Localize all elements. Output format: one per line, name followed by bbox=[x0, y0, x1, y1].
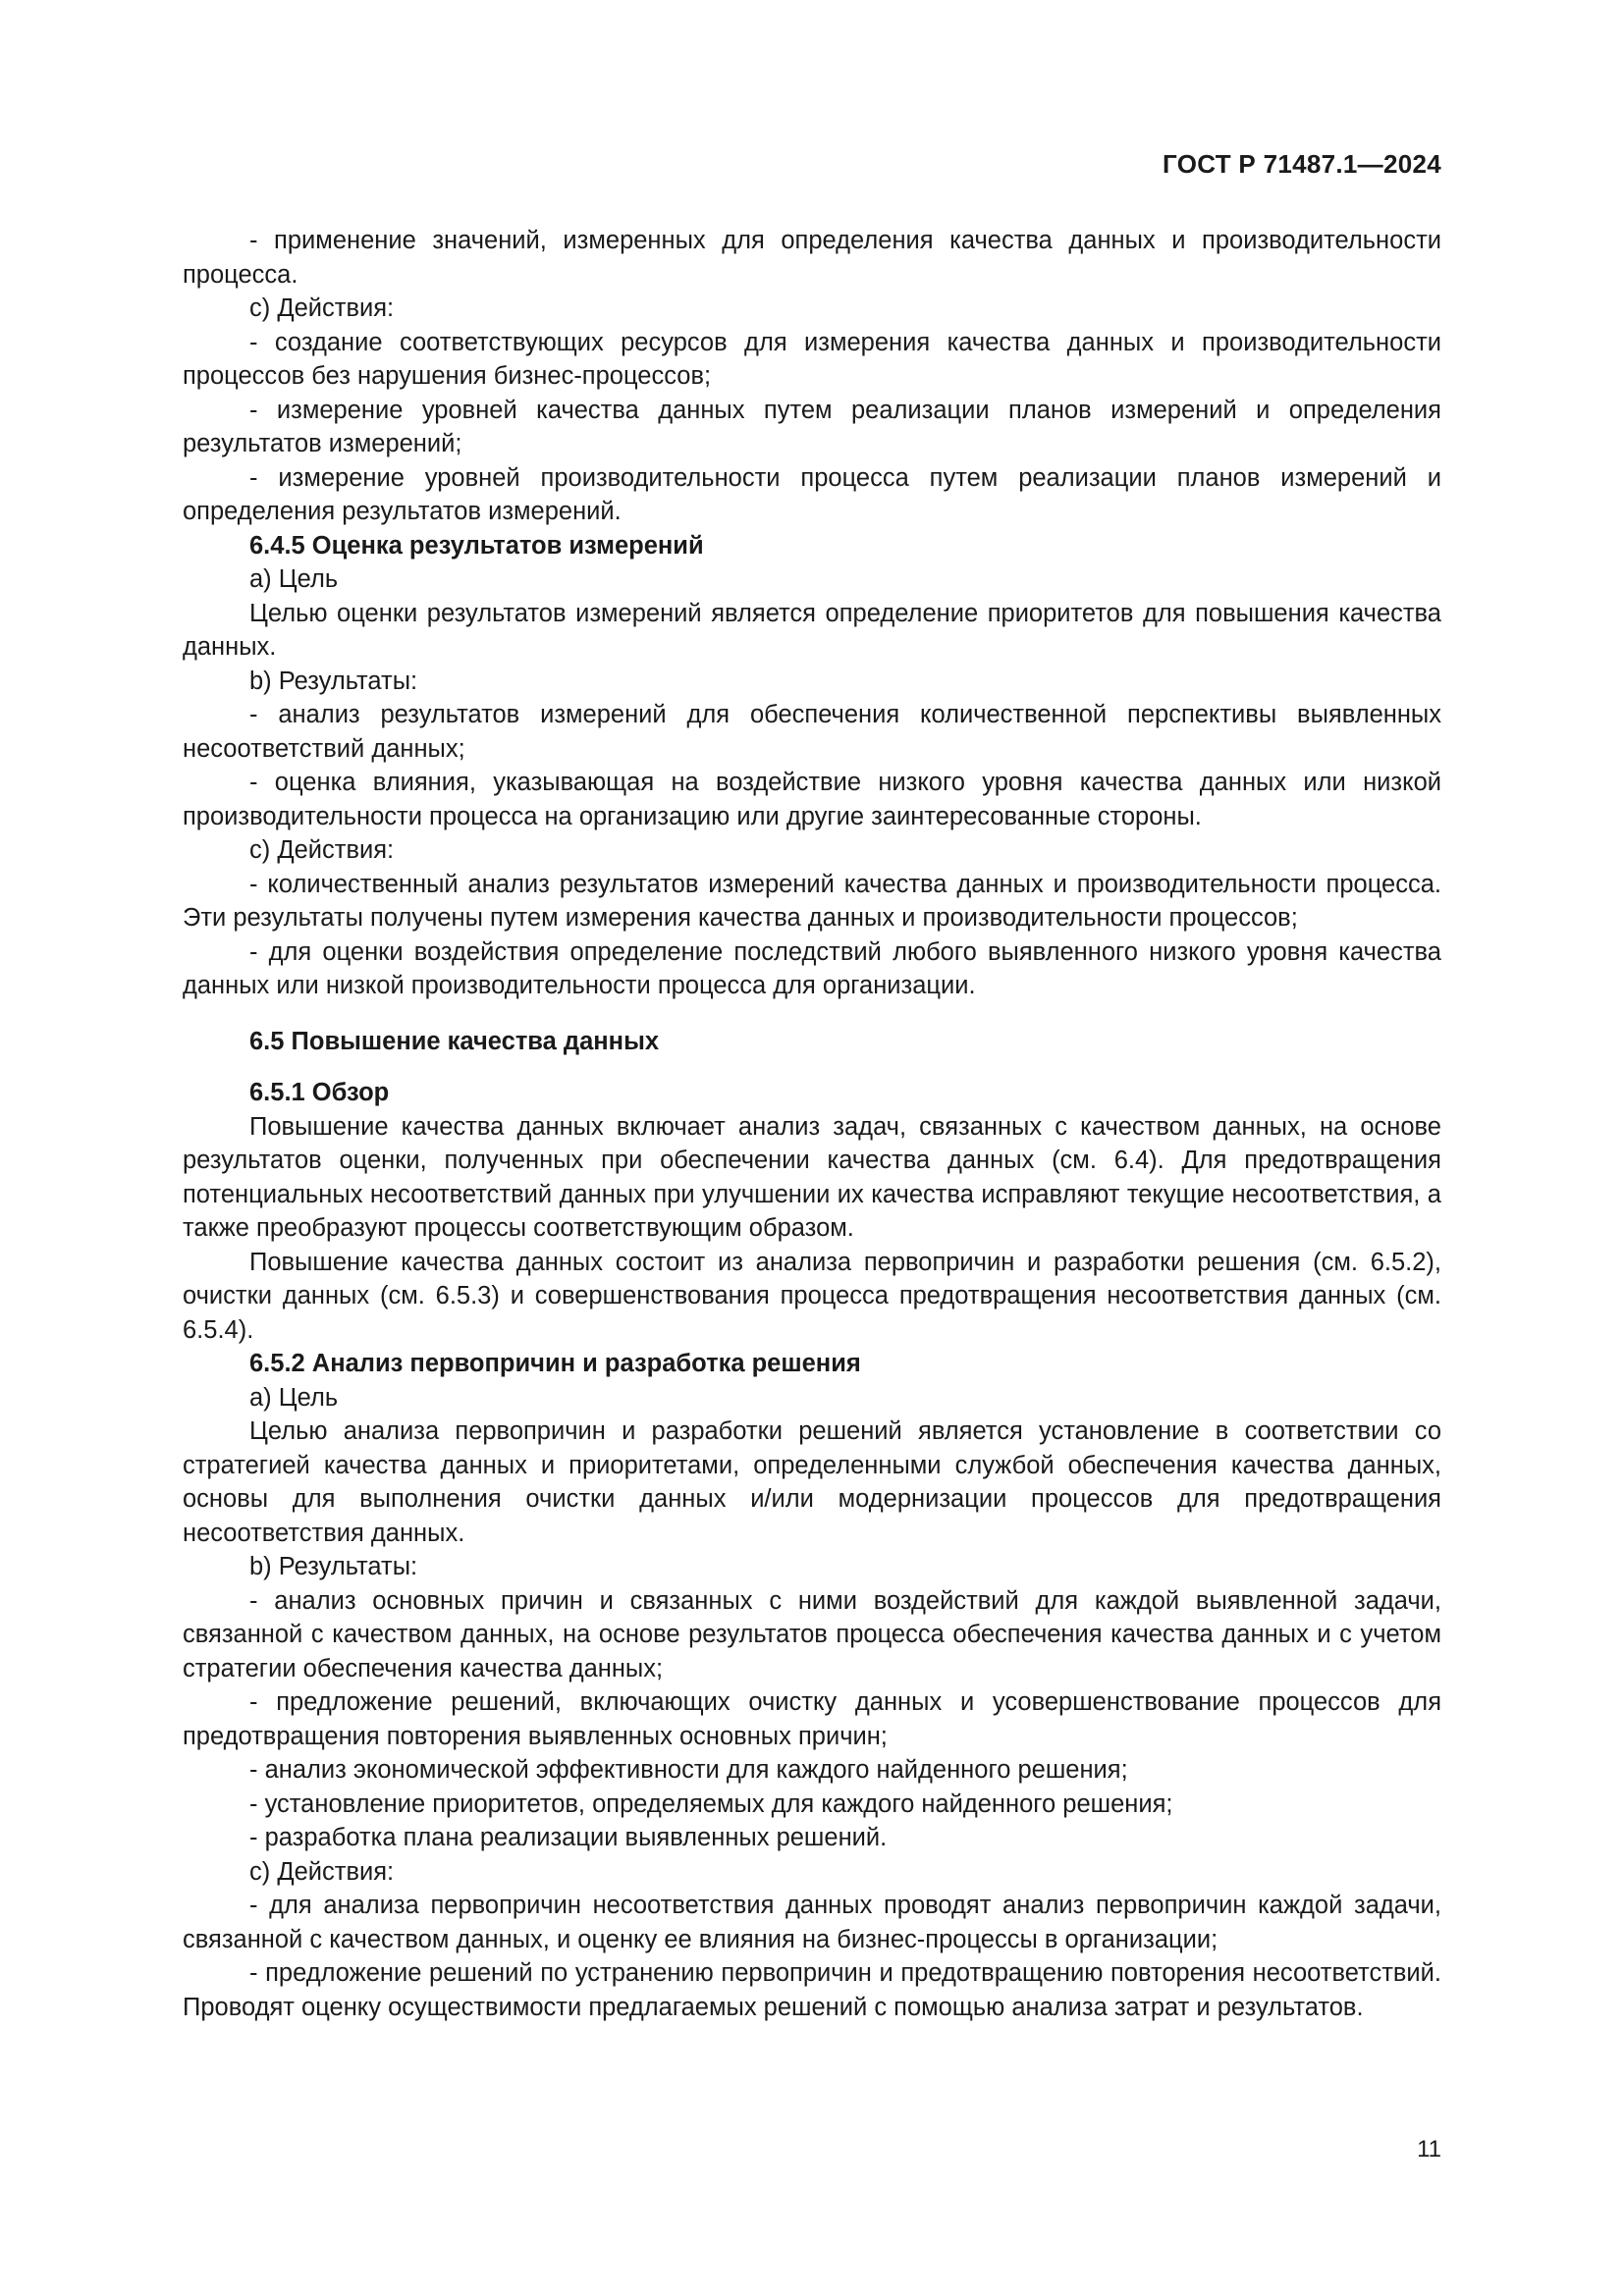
paragraph: Повышение качества данных включает анализ задач, связанных с качеством данных, на основе результатов оценки, полученных при обеспечении качества данных (см. 6.4). Для предотвращения потенциальных несоответствий данных при улучшении их качества исправляют текущие несоответствия, а также преобразуют процессы соответствующим образом. bbox=[183, 1112, 1441, 1242]
standard-header: ГОСТ Р 71487.1—2024 bbox=[1163, 149, 1441, 179]
paragraph: - разработка плана реализации выявленных решений. bbox=[249, 1824, 888, 1851]
paragraph: - предложение решений, включающих очистку данных и усовершенствование процессов для предотвращения повторения выявленных основных причин; bbox=[183, 1688, 1441, 1750]
list-label: c) Действия: bbox=[249, 294, 395, 322]
paragraph: - измерение уровней качества данных путем реализации планов измерений и определения результатов измерений; bbox=[183, 396, 1441, 457]
paragraph: - анализ результатов измерений для обеспечения количественной перспективы выявленных несоответствий данных; bbox=[183, 701, 1441, 763]
paragraph: - предложение решений по устранению первопричин и предотвращению повторения несоответствий. Проводят оценку осуществимости предлагаемых решений с помощью анализа затрат и результатов. bbox=[183, 1959, 1441, 2021]
list-label: a) Цель bbox=[249, 565, 339, 593]
section-heading-6-5-2: 6.5.2 Анализ первопричин и разработка решения bbox=[249, 1350, 861, 1377]
paragraph: - создание соответствующих ресурсов для измерения качества данных и производительности процессов без нарушения бизнес-процессов; bbox=[183, 328, 1441, 390]
paragraph: - анализ экономической эффективности для каждого найденного решения; bbox=[249, 1756, 1128, 1784]
paragraph: - применение значений, измеренных для определения качества данных и производительности процесса. bbox=[183, 227, 1441, 289]
section-heading-6-5: 6.5 Повышение качества данных bbox=[249, 1027, 660, 1055]
page-body bbox=[183, 224, 1441, 2024]
paragraph: - измерение уровней производительности процесса путем реализации планов измерений и определения результатов измерений. bbox=[183, 463, 1441, 525]
paragraph: Целью анализа первопричин и разработки решений является установление в соответствии со стратегией качества данных и приоритетами, определенными службой обеспечения качества данных, основы для выполнения очистки данных и/или модернизации процессов для предотвращения несоответствия данных. bbox=[183, 1417, 1441, 1547]
list-label: b) Результаты: bbox=[249, 1553, 418, 1580]
list-label: a) Цель bbox=[249, 1383, 339, 1412]
list-label: c) Действия: bbox=[249, 1857, 395, 1886]
list-label: c) Действия: bbox=[249, 836, 395, 864]
paragraph: - количественный анализ результатов измерений качества данных и производительности процесса. Эти результаты получены путем измерения качества данных и производительности процессов; bbox=[183, 870, 1441, 932]
paragraph: - анализ основных причин и связанных с ними воздействий для каждой выявленной задачи, связанной с качеством данных, на основе результатов процесса обеспечения качества данных и с учетом стратегии обеспечения качества данных; bbox=[183, 1586, 1441, 1682]
paragraph: - для оценки воздействия определение последствий любого выявленного низкого уровня качества данных или низкой производительности процесса для организации. bbox=[183, 937, 1441, 999]
paragraph: - оценка влияния, указывающая на воздействие низкого уровня качества данных или низкой производительности процесса на организацию или другие заинтересованные стороны. bbox=[183, 769, 1441, 830]
paragraph: - для анализа первопричин несоответствия данных проводят анализ первопричин каждой задачи, связанной с качеством данных, и оценку ее влияния на бизнес-процессы в организации; bbox=[183, 1892, 1441, 1953]
page-number: 11 bbox=[1417, 2136, 1441, 2163]
paragraph: Повышение качества данных состоит из анализа первопричин и разработки решения (см. 6.5.2), очистки данных (см. 6.5.3) и совершенствования процесса предотвращения несоответствия данных (см. 6.5.4). bbox=[183, 1248, 1441, 1344]
paragraph: - установление приоритетов, определяемых для каждого найденного решения; bbox=[249, 1789, 1173, 1818]
section-heading-6-5-1: 6.5.1 Обзор bbox=[249, 1079, 390, 1106]
paragraph: Целью оценки результатов измерений является определение приоритетов для повышения качества данных. bbox=[183, 599, 1441, 661]
section-heading-6-4-5: 6.4.5 Оценка результатов измерений bbox=[249, 531, 704, 560]
list-label: b) Результаты: bbox=[249, 667, 418, 695]
